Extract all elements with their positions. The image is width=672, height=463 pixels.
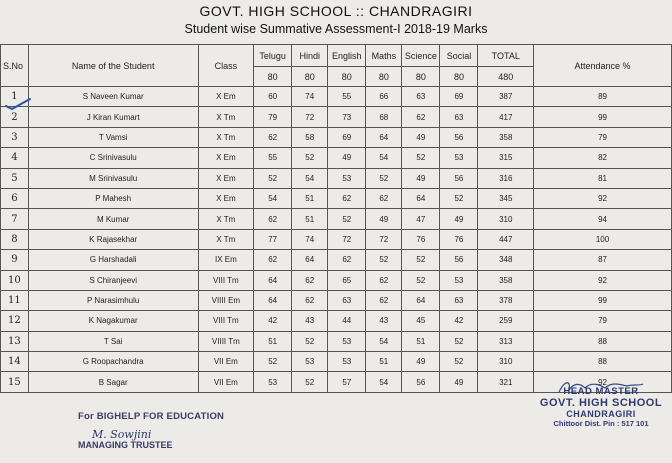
row-total: 310: [478, 352, 534, 372]
row-total: 417: [478, 107, 534, 127]
row-sno: 3: [1, 127, 29, 147]
row-mark: 49: [402, 352, 440, 372]
row-class: X Tm: [198, 209, 254, 229]
row-total: 358: [478, 127, 534, 147]
row-mark: 42: [440, 311, 478, 331]
row-mark: 49: [366, 209, 402, 229]
sponsor-org: For BIGHELP FOR EDUCATION: [78, 411, 225, 422]
row-attendance: 89: [534, 87, 672, 107]
row-mark: 43: [366, 311, 402, 331]
row-mark: 52: [254, 352, 292, 372]
row-mark: 54: [366, 331, 402, 351]
row-mark: 53: [292, 352, 328, 372]
row-sno: 1: [1, 87, 29, 107]
row-class: X Em: [198, 168, 254, 188]
row-mark: 72: [328, 229, 366, 249]
row-mark: 53: [440, 148, 478, 168]
row-mark: 63: [328, 290, 366, 310]
header-subject: Science: [402, 45, 440, 67]
checkmark-icon: [3, 97, 33, 111]
row-sno: 12: [1, 311, 29, 331]
row-mark: 74: [292, 87, 328, 107]
row-total: 345: [478, 188, 534, 208]
row-attendance: 88: [534, 331, 672, 351]
max-mark: 80: [366, 67, 402, 87]
row-sno: 15: [1, 372, 29, 392]
row-mark: 77: [254, 229, 292, 249]
row-mark: 64: [292, 250, 328, 270]
header-sno: S.No: [1, 45, 29, 87]
row-mark: 79: [254, 107, 292, 127]
row-mark: 56: [440, 168, 478, 188]
row-mark: 49: [402, 127, 440, 147]
row-mark: 52: [254, 168, 292, 188]
headmaster-stamp: [530, 386, 672, 428]
row-name: C Srinivasulu: [28, 148, 198, 168]
row-mark: 54: [366, 148, 402, 168]
table-row: [1, 290, 672, 310]
stamp-line: Chittoor Dist. Pin : 517 101: [553, 419, 649, 428]
row-attendance: 87: [534, 250, 672, 270]
row-mark: 56: [440, 127, 478, 147]
row-class: X Tm: [198, 127, 254, 147]
row-mark: 51: [366, 352, 402, 372]
row-mark: 64: [402, 188, 440, 208]
header-subject: English: [328, 45, 366, 67]
trustee-signature: M. Sowjini: [92, 428, 152, 441]
row-name: M Kumar: [28, 209, 198, 229]
header-name: Name of the Student: [28, 45, 198, 87]
row-sno: 9: [1, 250, 29, 270]
max-total: 480: [478, 67, 534, 87]
row-attendance: 92: [534, 270, 672, 290]
row-mark: 62: [402, 107, 440, 127]
row-mark: 52: [440, 352, 478, 372]
report-subtitle: Student wise Summative Assessment-I 2018-19 Marks: [184, 22, 488, 36]
table-row: [1, 148, 672, 168]
row-attendance: 88: [534, 352, 672, 372]
row-mark: 56: [440, 250, 478, 270]
max-mark: 80: [440, 67, 478, 87]
row-total: 387: [478, 87, 534, 107]
row-mark: 66: [366, 87, 402, 107]
row-total: 310: [478, 209, 534, 229]
row-total: 321: [478, 372, 534, 392]
row-mark: 52: [402, 250, 440, 270]
row-attendance: 100: [534, 229, 672, 249]
row-mark: 62: [366, 270, 402, 290]
row-attendance: 82: [534, 148, 672, 168]
row-name: J Kiran Kumart: [28, 107, 198, 127]
row-mark: 62: [254, 250, 292, 270]
table-row: [1, 270, 672, 290]
row-mark: 49: [402, 168, 440, 188]
row-total: 447: [478, 229, 534, 249]
row-mark: 53: [328, 168, 366, 188]
row-attendance: 99: [534, 107, 672, 127]
row-attendance: 99: [534, 290, 672, 310]
row-mark: 54: [292, 168, 328, 188]
row-mark: 64: [366, 127, 402, 147]
row-mark: 43: [292, 311, 328, 331]
sponsor-block: [78, 411, 278, 450]
row-total: 378: [478, 290, 534, 310]
row-mark: 62: [328, 250, 366, 270]
trustee-title: MANAGING TRUSTEE: [78, 440, 173, 450]
row-mark: 65: [328, 270, 366, 290]
row-mark: 72: [292, 107, 328, 127]
row-sno: 8: [1, 229, 29, 249]
row-mark: 62: [366, 290, 402, 310]
row-mark: 52: [328, 209, 366, 229]
row-attendance: 81: [534, 168, 672, 188]
max-mark: 80: [328, 67, 366, 87]
row-mark: 49: [328, 148, 366, 168]
row-class: X Em: [198, 188, 254, 208]
table-row: [1, 331, 672, 351]
row-mark: 52: [402, 148, 440, 168]
table-row: [1, 311, 672, 331]
table-row: [1, 250, 672, 270]
row-sno: 14: [1, 352, 29, 372]
row-attendance: 92: [534, 188, 672, 208]
row-class: IX Em: [198, 250, 254, 270]
row-sno: 5: [1, 168, 29, 188]
table-row: [1, 229, 672, 249]
row-name: P Narasimhulu: [28, 290, 198, 310]
header-subject: Maths: [366, 45, 402, 67]
row-mark: 58: [292, 127, 328, 147]
row-total: 315: [478, 148, 534, 168]
header-subject: Hindi: [292, 45, 328, 67]
row-total: 313: [478, 331, 534, 351]
row-mark: 52: [292, 372, 328, 392]
row-mark: 53: [328, 331, 366, 351]
row-mark: 53: [328, 352, 366, 372]
row-class: VIIII Em: [198, 290, 254, 310]
max-mark: 80: [254, 67, 292, 87]
row-mark: 45: [402, 311, 440, 331]
row-mark: 76: [402, 229, 440, 249]
row-mark: 60: [254, 87, 292, 107]
stamp-line: CHANDRAGIRI: [566, 409, 636, 419]
row-mark: 54: [366, 372, 402, 392]
row-name: B Sagar: [28, 372, 198, 392]
row-mark: 73: [328, 107, 366, 127]
row-mark: 52: [366, 168, 402, 188]
row-mark: 52: [292, 148, 328, 168]
row-total: 348: [478, 250, 534, 270]
stamp-line: GOVT. HIGH SCHOOL: [539, 397, 663, 409]
row-attendance: 79: [534, 127, 672, 147]
row-sno: 6: [1, 188, 29, 208]
row-mark: 64: [254, 290, 292, 310]
header-attendance: Attendance %: [534, 45, 672, 87]
row-mark: 47: [402, 209, 440, 229]
row-name: S Chiranjeevi: [28, 270, 198, 290]
header-subject: Social: [440, 45, 478, 67]
row-attendance: 92: [534, 372, 672, 392]
row-class: VIII Tm: [198, 311, 254, 331]
row-mark: 57: [328, 372, 366, 392]
row-class: VII Em: [198, 352, 254, 372]
row-total: 316: [478, 168, 534, 188]
row-sno: 13: [1, 331, 29, 351]
row-mark: 62: [366, 188, 402, 208]
row-mark: 64: [254, 270, 292, 290]
row-mark: 63: [402, 87, 440, 107]
row-mark: 49: [440, 372, 478, 392]
row-mark: 76: [440, 229, 478, 249]
max-mark: 80: [402, 67, 440, 87]
row-class: X Tm: [198, 229, 254, 249]
row-total: 358: [478, 270, 534, 290]
marks-table: [0, 44, 672, 393]
row-mark: 44: [328, 311, 366, 331]
table-row: [1, 209, 672, 229]
header-subject: Telugu: [254, 45, 292, 67]
row-mark: 42: [254, 311, 292, 331]
row-mark: 52: [292, 331, 328, 351]
table-row: [1, 127, 672, 147]
row-mark: 52: [440, 188, 478, 208]
row-mark: 62: [254, 209, 292, 229]
row-attendance: 79: [534, 311, 672, 331]
school-title: GOVT. HIGH SCHOOL :: CHANDRAGIRI: [199, 3, 473, 19]
row-mark: 55: [254, 148, 292, 168]
row-name: K Rajasekhar: [28, 229, 198, 249]
row-mark: 51: [254, 331, 292, 351]
row-mark: 49: [440, 209, 478, 229]
row-name: P Mahesh: [28, 188, 198, 208]
row-class: VIIII Tm: [198, 331, 254, 351]
row-mark: 53: [440, 270, 478, 290]
row-mark: 64: [402, 290, 440, 310]
row-mark: 74: [292, 229, 328, 249]
row-mark: 54: [254, 188, 292, 208]
row-name: G Roopachandra: [28, 352, 198, 372]
header-total: TOTAL: [478, 45, 534, 67]
table-row: [1, 352, 672, 372]
row-mark: 62: [328, 188, 366, 208]
row-mark: 63: [440, 290, 478, 310]
table-row: [1, 107, 672, 127]
row-mark: 63: [440, 107, 478, 127]
row-class: X Tm: [198, 107, 254, 127]
row-mark: 51: [402, 331, 440, 351]
row-attendance: 94: [534, 209, 672, 229]
header-class: Class: [198, 45, 254, 87]
row-class: X Em: [198, 148, 254, 168]
stamp-line: HEAD MASTER: [563, 386, 639, 397]
max-mark: 80: [292, 67, 328, 87]
row-total: 259: [478, 311, 534, 331]
row-mark: 72: [366, 229, 402, 249]
row-class: VII Em: [198, 372, 254, 392]
row-mark: 51: [292, 188, 328, 208]
row-sno: 4: [1, 148, 29, 168]
row-mark: 56: [402, 372, 440, 392]
table-row: [1, 87, 672, 107]
row-mark: 69: [328, 127, 366, 147]
row-mark: 62: [292, 270, 328, 290]
table-row: [1, 188, 672, 208]
row-mark: 68: [366, 107, 402, 127]
row-name: M Srinivasulu: [28, 168, 198, 188]
row-name: G Harshadali: [28, 250, 198, 270]
row-mark: 51: [292, 209, 328, 229]
row-mark: 55: [328, 87, 366, 107]
row-mark: 53: [254, 372, 292, 392]
row-name: S Naveen Kumar: [28, 87, 198, 107]
row-mark: 52: [402, 270, 440, 290]
row-sno: 11: [1, 290, 29, 310]
row-name: T Sai: [28, 331, 198, 351]
row-sno: 2: [1, 107, 29, 127]
row-name: K Nagakumar: [28, 311, 198, 331]
row-mark: 62: [254, 127, 292, 147]
row-sno: 7: [1, 209, 29, 229]
row-mark: 52: [366, 250, 402, 270]
row-sno: 10: [1, 270, 29, 290]
row-class: X Em: [198, 87, 254, 107]
row-mark: 62: [292, 290, 328, 310]
table-row: [1, 168, 672, 188]
row-name: T Vamsi: [28, 127, 198, 147]
row-mark: 69: [440, 87, 478, 107]
row-mark: 52: [440, 331, 478, 351]
row-class: VIII Tm: [198, 270, 254, 290]
